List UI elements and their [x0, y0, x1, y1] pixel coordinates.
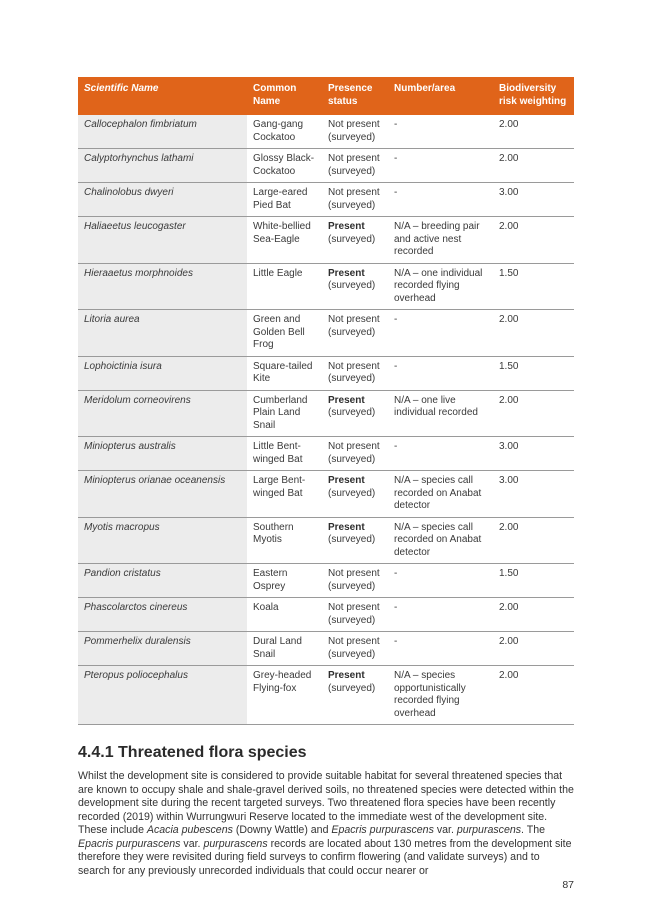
cell-common-name: Koala	[247, 598, 322, 632]
table-row	[78, 310, 574, 357]
paragraph-text: var.	[180, 837, 204, 850]
species-name-italic: Acacia pubescens	[146, 824, 233, 836]
presence-survey-note: (surveyed)	[328, 580, 376, 592]
presence-survey-note: (surveyed)	[328, 407, 376, 418]
cell-presence-status	[322, 471, 388, 518]
species-name-italic: purpurascens	[203, 837, 268, 850]
cell-scientific-name: Phascolarctos cinereus	[78, 598, 247, 632]
cell-biodiversity-weighting: 2.00	[493, 217, 574, 264]
cell-presence-status	[322, 666, 388, 725]
cell-biodiversity-weighting: 2.00	[493, 632, 574, 666]
cell-biodiversity-weighting: 1.50	[493, 564, 574, 598]
cell-common-name: White-bellied Sea-Eagle	[247, 217, 322, 264]
presence-status-label: Not present	[328, 636, 380, 647]
paragraph-text: . The	[521, 824, 545, 836]
cell-number-area: N/A – species call recorded on Anabat detector	[388, 471, 493, 518]
cell-scientific-name: Lophoictinia isura	[78, 356, 247, 390]
table-row	[78, 632, 574, 666]
cell-scientific-name: Callocephalon fimbriatum	[78, 115, 247, 149]
cell-common-name: Large-eared Pied Bat	[247, 183, 322, 217]
cell-number-area: -	[388, 115, 493, 149]
cell-presence-status	[322, 356, 388, 390]
presence-survey-note: (surveyed)	[328, 648, 376, 660]
presence-status-label: Present	[328, 394, 365, 406]
cell-common-name: Little Bent-winged Bat	[247, 437, 322, 471]
presence-status-label: Not present	[328, 153, 380, 164]
cell-presence-status	[322, 517, 388, 564]
cell-presence-status	[322, 115, 388, 149]
presence-survey-note: (surveyed)	[328, 326, 376, 338]
cell-common-name: Glossy Black-Cockatoo	[247, 149, 322, 183]
presence-status-label: Present	[328, 521, 365, 533]
table-row	[78, 149, 574, 183]
presence-status-label: Not present	[328, 360, 380, 372]
cell-number-area: N/A – species call recorded on Anabat detector	[388, 517, 493, 564]
cell-scientific-name: Calyptorhynchus lathami	[78, 149, 247, 183]
table-row	[78, 598, 574, 632]
presence-survey-note: (surveyed)	[328, 534, 376, 545]
cell-scientific-name: Miniopterus orianae oceanensis	[78, 471, 247, 518]
presence-status-label: Not present	[328, 602, 380, 613]
header-number-area: Number/area	[388, 77, 493, 115]
table-row	[78, 217, 574, 264]
species-name-italic: purpurascens	[456, 824, 522, 836]
cell-presence-status	[322, 632, 388, 666]
table-row	[78, 356, 574, 390]
header-scientific-name: Scientific Name	[78, 77, 247, 115]
table-header-row	[78, 77, 574, 115]
cell-number-area: -	[388, 310, 493, 357]
cell-presence-status	[322, 149, 388, 183]
cell-common-name: Eastern Osprey	[247, 564, 322, 598]
table-row	[78, 263, 574, 310]
cell-scientific-name: Miniopterus australis	[78, 437, 247, 471]
cell-common-name: Southern Myotis	[247, 517, 322, 564]
cell-biodiversity-weighting: 1.50	[493, 263, 574, 310]
page-number: 87	[562, 879, 574, 891]
cell-scientific-name: Pteropus poliocephalus	[78, 666, 247, 725]
cell-number-area: -	[388, 183, 493, 217]
presence-status-label: Present	[328, 221, 365, 232]
cell-common-name: Large Bent-winged Bat	[247, 471, 322, 518]
cell-biodiversity-weighting: 3.00	[493, 183, 574, 217]
cell-presence-status	[322, 390, 388, 437]
presence-survey-note: (surveyed)	[328, 682, 376, 694]
table-row	[78, 115, 574, 149]
cell-biodiversity-weighting: 2.00	[493, 666, 574, 725]
cell-scientific-name: Myotis macropus	[78, 517, 247, 564]
cell-common-name: Square-tailed Kite	[247, 356, 322, 390]
presence-status-label: Present	[328, 670, 365, 681]
cell-number-area: N/A – one live individual recorded	[388, 390, 493, 437]
cell-number-area: N/A – species opportunistically recorded flying overhead	[388, 666, 493, 725]
presence-survey-note: (surveyed)	[328, 131, 376, 143]
table-row	[78, 437, 574, 471]
table-row	[78, 666, 574, 725]
cell-common-name: Grey-headed Flying-fox	[247, 666, 322, 725]
presence-status-label: Not present	[328, 187, 380, 198]
cell-number-area: -	[388, 149, 493, 183]
table-row	[78, 183, 574, 217]
cell-scientific-name: Pandion cristatus	[78, 564, 247, 598]
presence-survey-note: (surveyed)	[328, 199, 376, 211]
presence-survey-note: (surveyed)	[328, 233, 376, 245]
cell-common-name: Little Eagle	[247, 263, 322, 310]
presence-status-label: Not present	[328, 119, 380, 130]
species-name-italic: Epacris purpurascens	[78, 837, 181, 850]
header-common-name: Common Name	[247, 77, 322, 115]
cell-biodiversity-weighting: 2.00	[493, 310, 574, 357]
cell-biodiversity-weighting: 3.00	[493, 471, 574, 518]
paragraph-text: (Downy Wattle) and	[232, 824, 332, 836]
presence-survey-note: (surveyed)	[328, 614, 376, 626]
presence-survey-note: (surveyed)	[328, 453, 376, 465]
cell-common-name: Dural Land Snail	[247, 632, 322, 666]
cell-presence-status	[322, 310, 388, 357]
cell-presence-status	[322, 437, 388, 471]
cell-number-area: N/A – breeding pair and active nest recorded	[388, 217, 493, 264]
header-presence-status: Presence status	[322, 77, 388, 115]
cell-biodiversity-weighting: 2.00	[493, 115, 574, 149]
fauna-species-table	[78, 77, 574, 725]
presence-survey-note: (surveyed)	[328, 165, 376, 177]
cell-scientific-name: Meridolum corneovirens	[78, 390, 247, 437]
header-biodiversity-weighting: Biodiversity risk weighting	[493, 77, 574, 115]
cell-number-area: -	[388, 356, 493, 390]
cell-biodiversity-weighting: 1.50	[493, 356, 574, 390]
cell-biodiversity-weighting: 2.00	[493, 517, 574, 564]
paragraph-text: records are located about 130 metres from the development site therefore they were revisited during field surveys to confirm flowering (and validate surveys) and to search for any previously unrecorded individuals that could occur nearer or	[78, 837, 572, 877]
cell-common-name: Green and Golden Bell Frog	[247, 310, 322, 357]
species-name-italic: Epacris purpurascens	[331, 824, 434, 836]
cell-presence-status	[322, 217, 388, 264]
presence-status-label: Present	[328, 267, 365, 279]
cell-common-name: Gang-gang Cockatoo	[247, 115, 322, 149]
paragraph-text: Whilst the development site is considered to provide suitable habitat for several threatened species that are known to occupy shale and shale-gravel derived soils, no threatened species were detected within the development site during the recent targeted surveys. Two threatened flora species have been recently recorded (2019) within Wurrungwuri Reserve located to the immediate west of the development site. These include	[78, 770, 574, 836]
cell-biodiversity-weighting: 2.00	[493, 390, 574, 437]
presence-status-label: Not present	[328, 441, 380, 452]
cell-scientific-name: Hieraaetus morphnoides	[78, 263, 247, 310]
cell-number-area: -	[388, 564, 493, 598]
cell-biodiversity-weighting: 2.00	[493, 598, 574, 632]
cell-number-area: -	[388, 632, 493, 666]
presence-status-label: Not present	[328, 314, 380, 325]
paragraph-text: var.	[433, 824, 457, 836]
section-heading: 4.4.1 Threatened flora species	[78, 744, 307, 761]
presence-status-label: Present	[328, 475, 365, 486]
cell-biodiversity-weighting: 2.00	[493, 149, 574, 183]
table-row	[78, 390, 574, 437]
cell-presence-status	[322, 263, 388, 310]
table-row	[78, 471, 574, 518]
presence-survey-note: (surveyed)	[328, 487, 376, 499]
cell-common-name: Cumberland Plain Land Snail	[247, 390, 322, 437]
cell-presence-status	[322, 183, 388, 217]
table-body	[78, 115, 574, 725]
section-paragraph	[78, 770, 574, 878]
cell-scientific-name: Litoria aurea	[78, 310, 247, 357]
table-row	[78, 564, 574, 598]
cell-scientific-name: Pommerhelix duralensis	[78, 632, 247, 666]
cell-presence-status	[322, 598, 388, 632]
cell-presence-status	[322, 564, 388, 598]
table-row	[78, 517, 574, 564]
cell-biodiversity-weighting: 3.00	[493, 437, 574, 471]
presence-status-label: Not present	[328, 568, 380, 579]
presence-survey-note: (surveyed)	[328, 280, 376, 291]
cell-number-area: -	[388, 437, 493, 471]
presence-survey-note: (surveyed)	[328, 373, 376, 384]
cell-scientific-name: Chalinolobus dwyeri	[78, 183, 247, 217]
cell-number-area: -	[388, 598, 493, 632]
cell-number-area: N/A – one individual recorded flying overhead	[388, 263, 493, 310]
cell-scientific-name: Haliaeetus leucogaster	[78, 217, 247, 264]
page-content	[78, 77, 574, 878]
